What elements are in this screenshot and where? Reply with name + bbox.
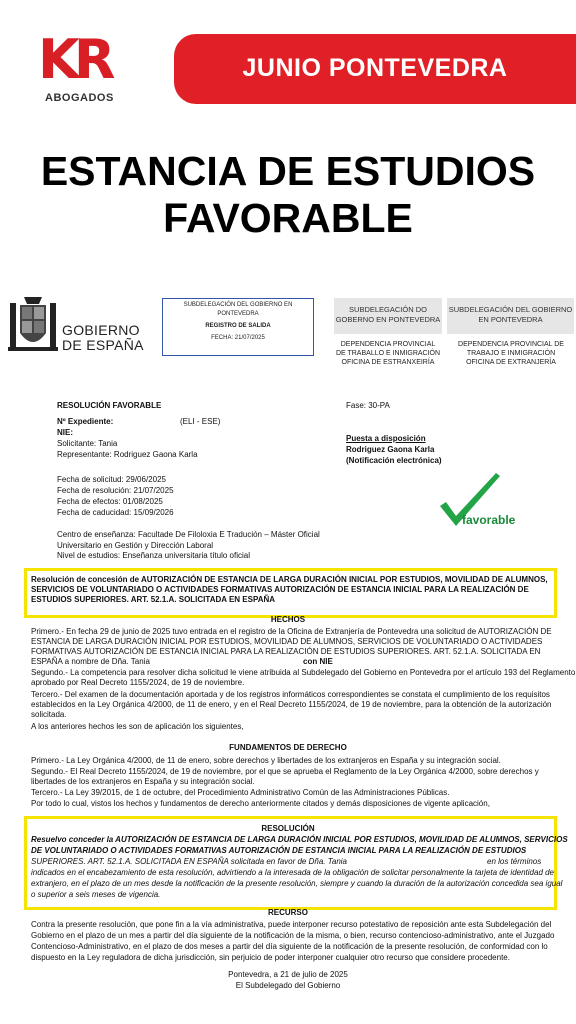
resolution-title: RESOLUCIÓN FAVORABLE xyxy=(57,401,162,410)
resolucion-1: Resuelvo conceder la AUTORIZACIÓN DE ESTANCIA DE LARGA DURACIÓN INICIAL POR ESTUDIOS, MOVILIDAD DE ALUMNOS, SERVICIOS xyxy=(31,835,568,844)
fecha-solicitud: Fecha de solicitud: 29/06/2025 xyxy=(57,475,166,484)
centro-line1: Centro de enseñanza: Facultade De Filoloxia E Tradución – Máster Oficial xyxy=(57,530,320,539)
fecha-resolucion: Fecha de resolución: 21/07/2025 xyxy=(57,486,174,495)
stamp-line3: REGISTRO DE SALIDA xyxy=(205,323,271,329)
sub2-line3: OFICINA DE EXTRANJERÍA xyxy=(466,359,556,366)
puesta-note: (Notificación electrónica) xyxy=(346,456,442,465)
hechos-1b: ESTANCIA DE LARGA DURACIÓN INICIAL POR ESTUDIOS, MOVILIDAD DE ALUMNOS, SERVICIOS DE VOLUNTARIADO O ACTIVIDADES xyxy=(31,637,543,646)
recurso-heading: RECURSO xyxy=(267,908,308,917)
centro-line2: Universitario en Gestión y Dirección Laboral xyxy=(57,541,214,550)
fundamento-1: Primero.- La Ley Orgánica 4/2000, de 11 de enero, sobre derechos y libertades de los extranjeros en España y su integración social. xyxy=(31,756,501,765)
solicitante: Solicitante: Tania xyxy=(57,439,118,448)
fundamento-2b: libertades de los extranjeros en España y su integración social. xyxy=(31,777,255,786)
recurso-3: Contencioso-Administrativo, en el plazo de dos meses a partir del día siguiente de la notificación de la presente resolución, de conformidad con lo xyxy=(31,942,548,951)
fundamento-3: Tercero.- La Ley 39/2015, de 1 de octubre, del Procedimiento Administrativo Común de las Administraciones Públicas. xyxy=(31,788,450,797)
expediente-value: (ELI - ESE) xyxy=(180,417,221,426)
stamp-line2: PONTEVEDRA xyxy=(217,311,259,317)
resolucion-3b: en los términos xyxy=(487,857,542,866)
concesion-line2: SERVICIOS DE VOLUNTARIADO O ACTIVIDADES FORMATIVAS AUTORIZACIÓN DE ESTANCIA INICIAL PARA LA REALIZACIÓN DE xyxy=(31,585,529,594)
recurso-2: Gobierno en el plazo de un mes a partir del día siguiente de la notificación de la misma, o bien, recurso contencioso-administrativo, ante el Juzgado xyxy=(31,931,555,940)
nie-label: NIE: xyxy=(57,428,73,437)
hechos-1d-nie: con NIE xyxy=(303,657,333,666)
location-banner xyxy=(174,34,576,104)
sub-header-galician xyxy=(330,340,446,367)
gov-line1: GOBIERNO xyxy=(62,322,140,338)
resolucion-4: indicados en el encabezamiento de esta resolución, advirtiendo a la interesada de la obligación de solicitar personalmente la tarjeta de identidad de xyxy=(31,868,555,877)
logo-subtitle: ABOGADOS xyxy=(45,92,114,104)
hdr1-line2: GOBERNO EN PONTEVEDRA xyxy=(335,315,441,324)
sub2-line2: TRABAJO E INMIGRACIÓN xyxy=(466,350,556,357)
gobierno-espana xyxy=(62,323,144,353)
sub1-line3: OFICINA DE ESTRANXEIRÍA xyxy=(341,359,435,366)
resolucion-5: extranjero, en el plazo de un mes desde la notificación de la presente resolución, siempre y cuando la duración de la autorización concedida sea igual xyxy=(31,879,563,888)
hechos-3c: solicitada. xyxy=(31,710,67,719)
fundamento-2a: Segundo.- El Real Decreto 1155/2024, de 19 de noviembre, por el que se aprueba el Reglamento de la Ley Orgánica 4/2000, sobre derechos y xyxy=(31,767,539,776)
resolucion-3: SUPERIORES. ART. 52.1.A. SOLICITADA EN ESPAÑA solicitada en favor de Dña. Tania xyxy=(31,857,347,866)
concesion-line1: Resolución de concesión de AUTORIZACIÓN DE ESTANCIA DE LARGA DURACIÓN INICIAL POR ESTUDIOS, MOVILIDAD DE ALUMNOS, xyxy=(31,575,548,584)
hdr2-line1: SUBDELEGACIÓN DEL GOBIERNO xyxy=(448,305,573,314)
stamp-line1: SUBDELEGACIÓN DEL GOBIERNO EN xyxy=(183,302,293,308)
firma-cargo: El Subdelegado del Gobierno xyxy=(235,981,341,990)
sub1-line1: DEPENDENCIA PROVINCIAL xyxy=(340,341,436,348)
hechos-4: A los anteriores hechos les son de aplicación los siguientes, xyxy=(31,722,244,731)
fecha-efectos: Fecha de efectos: 01/08/2025 xyxy=(57,497,163,506)
header-box-spanish xyxy=(447,298,574,334)
expediente-label: Nº Expediente: xyxy=(57,417,114,426)
gov-line2: DE ESPAÑA xyxy=(62,337,144,353)
coat-of-arms-icon xyxy=(8,295,58,357)
headline-line1: ESTANCIA DE ESTUDIOS xyxy=(40,148,536,194)
puesta-name: Rodriguez Gaona Karla xyxy=(346,445,435,454)
header-area xyxy=(0,0,576,268)
hechos-2a: Segundo.- La competencia para resolver dicha solicitud le viene atribuida al Subdelegado del Gobierno en Pontevedra por el artículo 193 del Reglamento xyxy=(31,668,576,677)
fundamentos-heading: FUNDAMENTOS DE DERECHO xyxy=(229,743,347,752)
hechos-1d: ESPAÑA a nombre de Dña. Tania xyxy=(31,657,150,666)
stamp-line4: FECHA: 21/07/2025 xyxy=(211,335,265,341)
fecha-caducidad: Fecha de caducidad: 15/09/2026 xyxy=(57,508,174,517)
hechos-3a: Tercero.- Del examen de la documentación aportada y de los registros informáticos correspondientes se constata el cumplimiento de los requisitos xyxy=(31,690,550,699)
hechos-1c: FORMATIVAS AUTORIZACIÓN DE ESTANCIA INICIAL PARA LA REALIZACIÓN DE ESTUDIOS SUPERIORES. ART. 52.1.A. SOLICITADA EN xyxy=(31,647,541,656)
headline-line2: FAVORABLE xyxy=(163,195,413,241)
nivel-estudios: Nivel de estudios: Enseñanza universitaria título oficial xyxy=(57,551,250,560)
fase: Fase: 30-PA xyxy=(346,401,390,410)
logo-letters: KR xyxy=(38,28,110,91)
resolucion-2: DE VOLUNTARIADO O ACTIVIDADES FORMATIVAS AUTORIZACIÓN DE ESTANCIA INICIAL PARA LA REALIZACIÓN DE ESTUDIOS xyxy=(31,846,527,855)
resolucion-6: o superior a seis meses de vigencia. xyxy=(31,890,161,899)
hdr1-line1: SUBDELEGACIÓN DO xyxy=(349,305,427,314)
registry-stamp xyxy=(162,298,314,356)
sub1-line2: DE TRABALLO E INMIGRACIÓN xyxy=(335,350,441,357)
recurso-1: Contra la presente resolución, que pone fin a la vía administrativa, puede interponer recurso potestativo de reposición ante esta Subdelegación del xyxy=(31,920,552,929)
header-box-galician xyxy=(334,298,442,334)
kr-abogados-logo xyxy=(28,30,138,110)
favorable-label: favorable xyxy=(462,513,516,527)
hechos-3b: establecidos en la Ley Orgánica 4/2000, de 11 de enero, y en el Real Decreto 1155/2024, de 19 de noviembre, para la obtención de la autorización xyxy=(31,700,552,709)
recurso-4: dispuesto en la Ley reguladora de dicha jurisdicción, sin perjuicio de poder interponer cualquier otro recurso que considere procedente. xyxy=(31,953,510,962)
firma-lugar-fecha: Pontevedra, a 21 de julio de 2025 xyxy=(228,970,348,979)
representante: Representante: Rodriguez Gaona Karla xyxy=(57,450,198,459)
banner-text: JUNIO PONTEVEDRA xyxy=(242,54,508,82)
puesta-label: Puesta a disposición xyxy=(346,434,426,443)
hechos-2b: aprobado por Real Decreto 1155/2024, de 19 de noviembre. xyxy=(31,678,245,687)
fundamento-4: Por todo lo cual, vistos los hechos y fundamentos de derecho anteriormente citados y demás disposiciones de vigente aplicación, xyxy=(31,799,490,808)
hechos-1a: Primero.- En fecha 29 de junio de 2025 tuvo entrada en el registro de la Oficina de Extranjería de Pontevedra una solicitud de AUTORIZACIÓN DE xyxy=(31,627,552,636)
resolucion-heading: RESOLUCIÓN xyxy=(261,824,315,833)
concesion-line3: ESTUDIOS SUPERIORES. ART. 52.1.A. SOLICITADA EN ESPAÑA xyxy=(31,595,276,604)
sub2-line1: DEPENDENCIA PROVINCIAL DE xyxy=(458,341,564,348)
headline xyxy=(0,148,576,242)
sub-header-spanish xyxy=(450,340,572,367)
hechos-heading: HECHOS xyxy=(270,615,306,624)
hdr2-line2: EN PONTEVEDRA xyxy=(478,315,543,324)
